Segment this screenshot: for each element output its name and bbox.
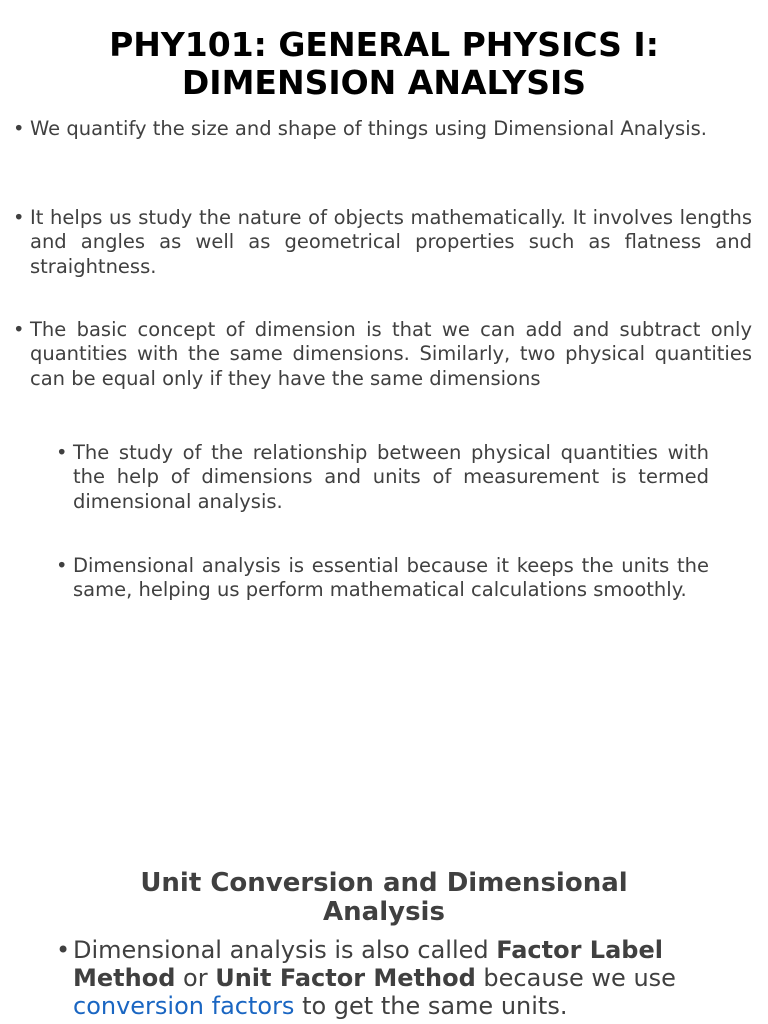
section-heading-line-2: Analysis (323, 897, 445, 927)
bullet-item (13, 318, 752, 391)
bullet-text: The basic concept of dimension is that we can add and subtract only quantities with the same dimensions. Similarly, two physical quantities can be equal only if they have the same dimensions (30, 318, 752, 390)
bullet-text-part: or (175, 964, 216, 992)
title-line-1: PHY101: GENERAL PHYSICS I: (109, 25, 659, 64)
page-title (0, 26, 768, 102)
bullet-marker: • (56, 554, 68, 577)
bullet-text-part: to get the same units. (294, 992, 568, 1020)
bullet-item (13, 117, 752, 141)
bullet-text-part: Dimensional analysis is also called (73, 936, 497, 964)
bullet-text: We quantify the size and shape of things using Dimensional Analysis. (30, 117, 707, 140)
bullet-item (56, 936, 733, 1020)
section-heading (0, 869, 768, 927)
sub-bullet-text: Dimensional analysis is essential because it keeps the units the same, helping us perform mathematical calculations smoothly. (73, 554, 709, 602)
bullet-marker: • (13, 117, 25, 140)
bullet-marker: • (13, 318, 25, 341)
bullet-text-part: because we use (475, 964, 676, 992)
bullet-text: It helps us study the nature of objects mathematically. It involves lengths and angles as well as geometrical properties such as flatness and straightness. (30, 206, 752, 278)
conversion-factors-link[interactable]: conversion factors (73, 992, 295, 1020)
bullet-item (13, 206, 752, 279)
title-line-2: DIMENSION ANALYSIS (181, 63, 587, 102)
bullet-marker: • (56, 441, 68, 464)
bold-term: Factor Label Method (73, 936, 663, 992)
sub-bullet-text: The study of the relationship between physical quantities with the help of dimensions and units of measurement is termed dimensional analysis. (73, 441, 709, 513)
sub-bullet-item (56, 554, 709, 603)
bold-term: Unit Factor Method (215, 964, 476, 992)
sub-bullet-item (56, 441, 709, 514)
bullet-marker: • (56, 936, 71, 964)
section-heading-line-1: Unit Conversion and Dimensional (140, 868, 628, 898)
bullet-marker: • (13, 206, 25, 229)
